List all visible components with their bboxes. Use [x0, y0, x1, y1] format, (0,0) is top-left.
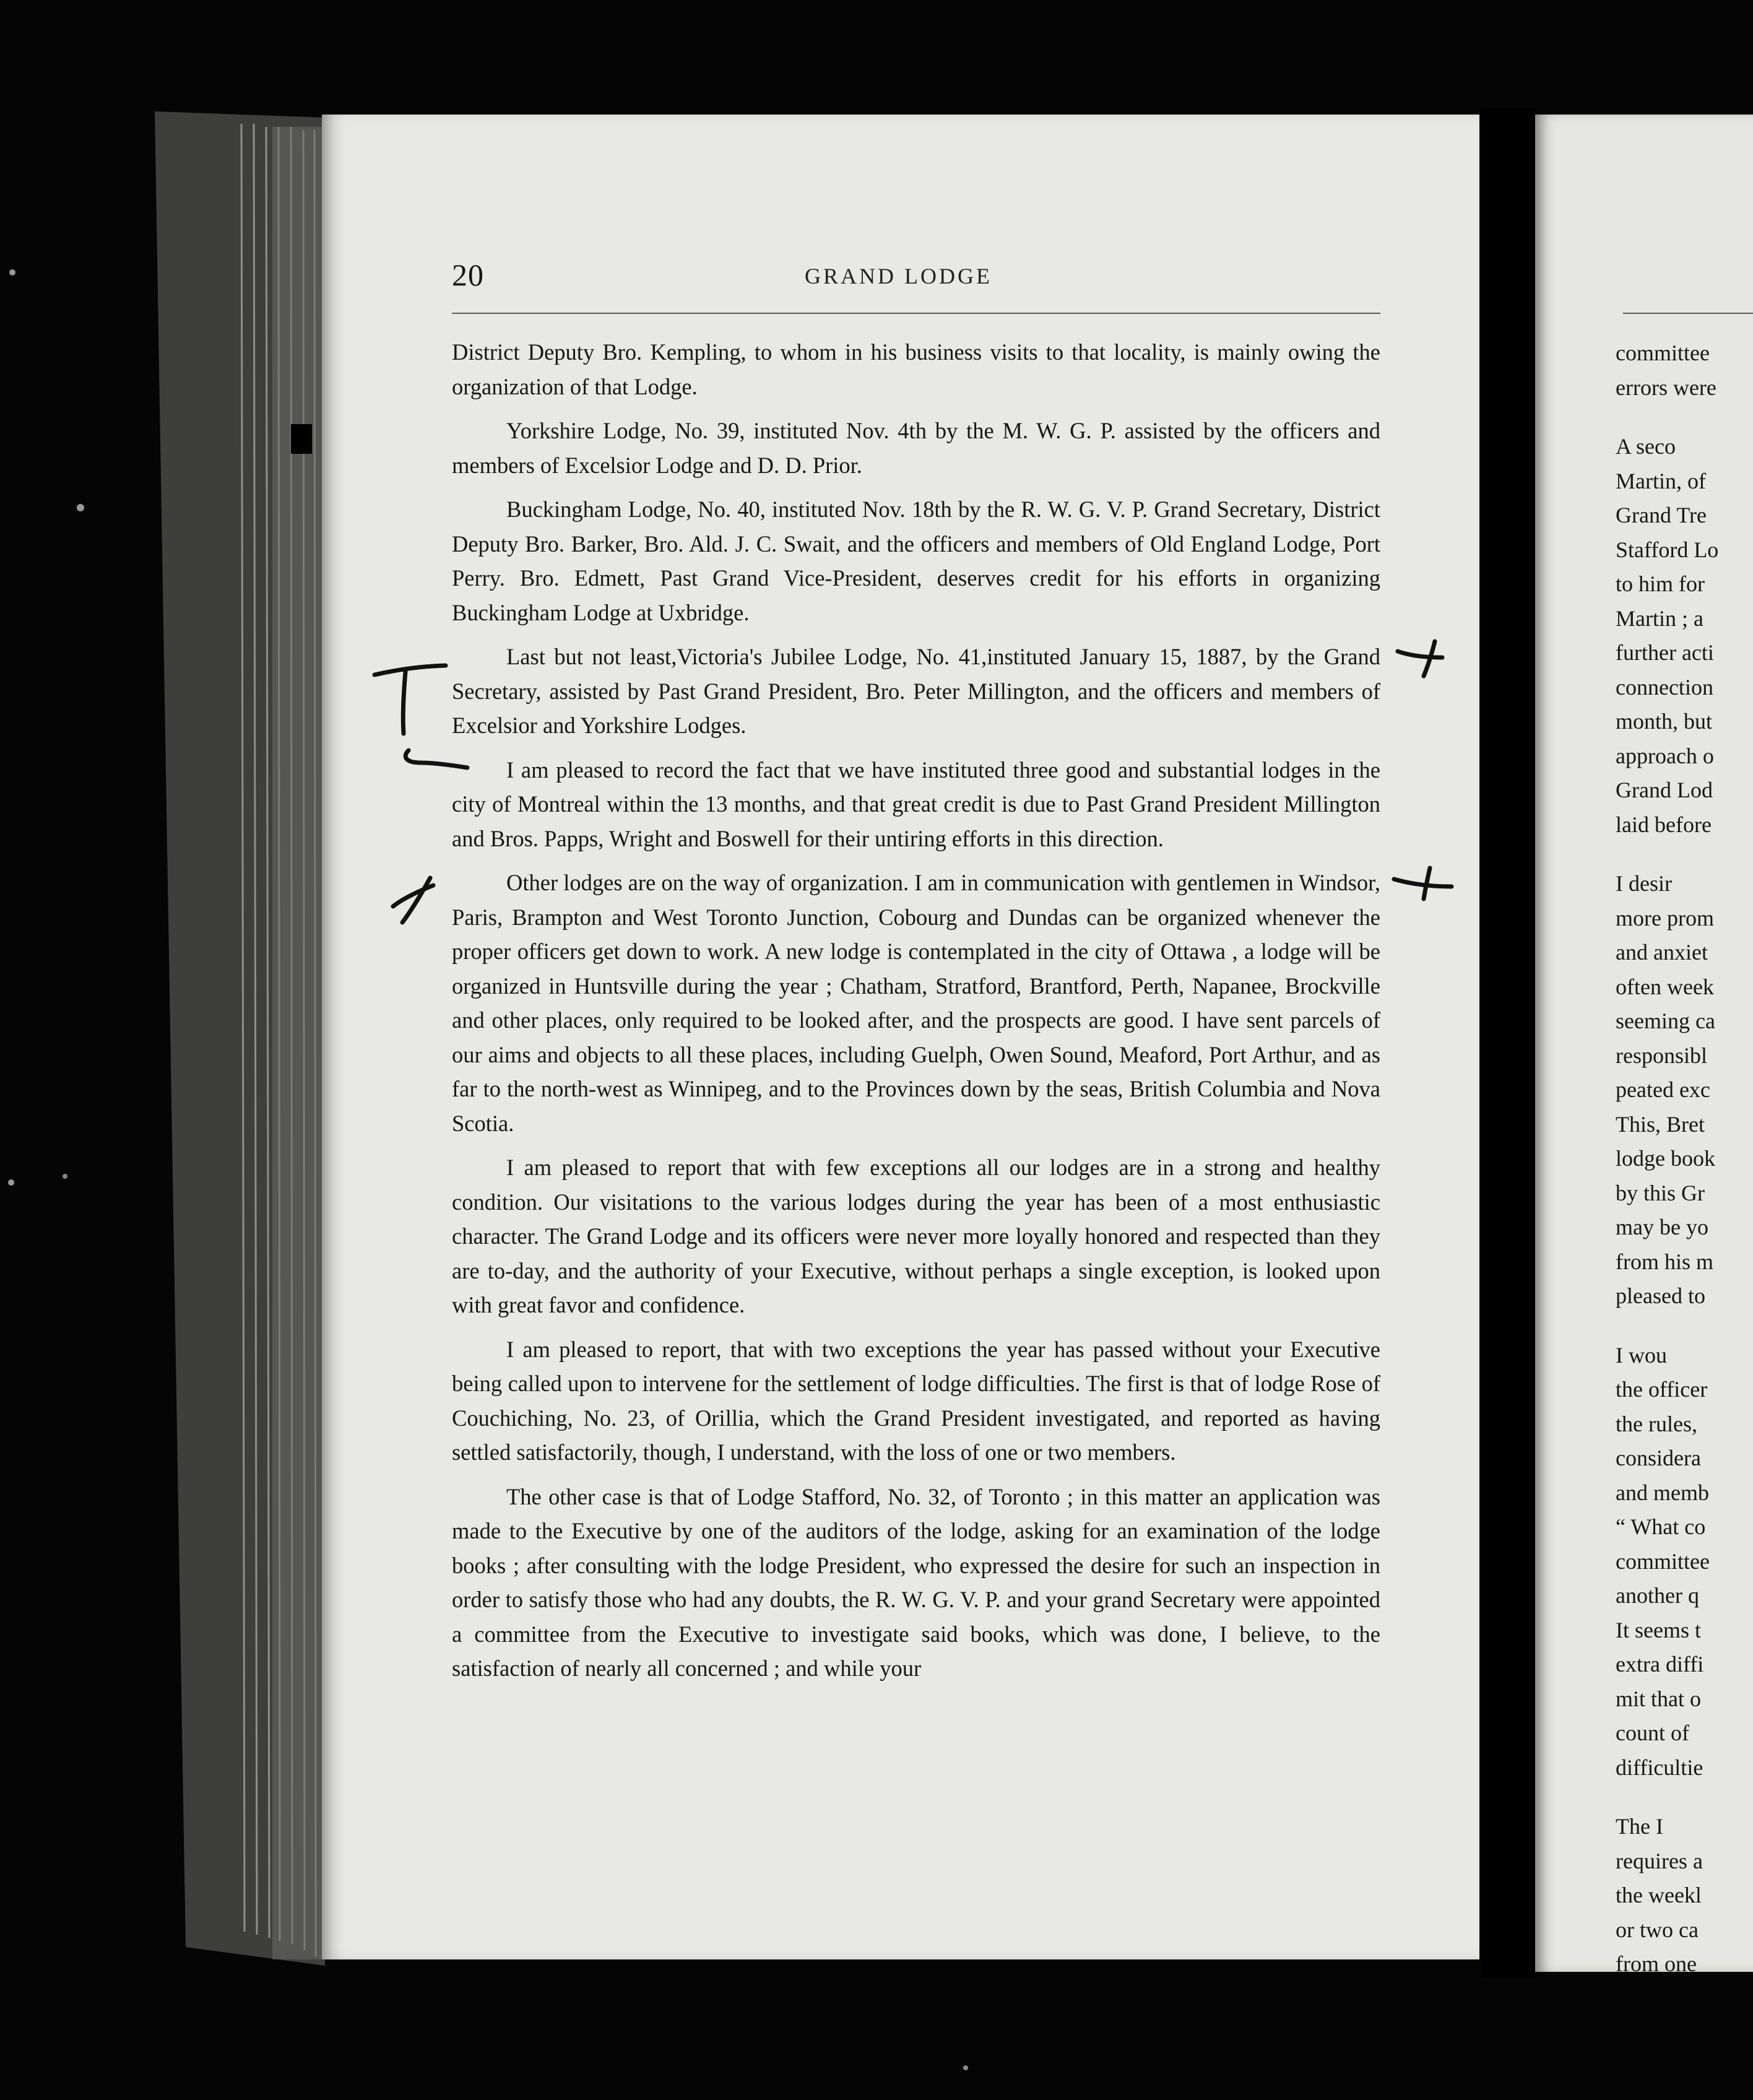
right-page-line: the weekl: [1616, 1883, 1702, 1907]
right-header-rule: [1623, 313, 1753, 314]
right-page-line: or two ca: [1616, 1917, 1699, 1942]
right-page-line: often week: [1616, 974, 1714, 999]
left-page: [322, 115, 1479, 1959]
right-page-line: The I: [1616, 1814, 1663, 1839]
right-page-line: peated exc: [1616, 1077, 1710, 1102]
right-page-line: It seems t: [1616, 1617, 1701, 1642]
paragraph: I am pleased to report, that with two exceptions the year has passed without your Executive being called upon to intervene for the settlement of lodge difficulties. The first is that of lodge Rose of Couchiching, No. 23, of Orillia, which the Grand President investigated, and reported as having settled satisfactorily, though, I understand, with the loss of one or two members.: [452, 1336, 1380, 1465]
right-page-line: by this Gr: [1616, 1180, 1705, 1205]
right-page-line: laid before: [1616, 812, 1712, 837]
paragraph: District Deputy Bro. Kempling, to whom in his business visits to that locality, is mainly owing the organization of that Lodge.: [452, 339, 1380, 399]
paragraph: Last but not least,Victoria's Jubilee Lodge, No. 41,instituted January 15, 1887, by the Grand Secretary, assisted by Past Grand President, Bro. Peter Millington, and the officers and members of Excelsior and Yorkshire Lodges.: [452, 644, 1380, 738]
body-text: [452, 335, 1380, 1696]
right-page-line: A seco: [1616, 434, 1676, 459]
right-page-text: [1616, 336, 1753, 1972]
right-page-line: count of: [1616, 1720, 1689, 1745]
right-page-line: more prom: [1616, 905, 1714, 931]
right-page-line: Stafford Lo: [1616, 537, 1719, 562]
paragraph: Buckingham Lodge, No. 40, instituted Nov. 18th by the R. W. G. V. P. Grand Secretary, District Deputy Bro. Barker, Bro. Ald. J. C. Swait, and the officers and members of Old England Lodge, Port Perry. Bro. Edmett, Past Grand Vice-President, deserves credit for his efforts in organizing Buckingham Lodge at Uxbridge.: [452, 497, 1380, 625]
right-page-line: another q: [1616, 1583, 1699, 1608]
right-page-line: may be yo: [1616, 1215, 1708, 1239]
right-page-line: the officer: [1616, 1377, 1708, 1402]
right-page-line: This, Bret: [1616, 1111, 1705, 1137]
right-page-line: I desir: [1616, 871, 1672, 896]
right-page-line: seeming ca: [1616, 1009, 1715, 1033]
right-page-line: pleased to: [1616, 1283, 1705, 1308]
right-page-line: and memb: [1616, 1480, 1709, 1505]
right-page-line: to him for: [1616, 571, 1705, 596]
right-page-line: “ What co: [1616, 1514, 1706, 1539]
right-page-line: [1616, 405, 1753, 430]
right-page-line: requires a: [1616, 1848, 1703, 1873]
paragraph: Other lodges are on the way of organization. I am in communication with gentlemen in Windsor, Paris, Brampton and West Toronto Junction, Cobourg and Dundas can be organized whenever the proper officers get down to work. A new lodge is contemplated in the city of Ottawa , a lodge will be organized in Huntsville during the year ; Chatham, Stratford, Brantford, Perth, Napanee, Brockville and other places, only required to be looked after, and the prospects are good. I have sent parcels of our aims and objects to all these places, including Guelph, Owen Sound, Meaford, Port Arthur, and as far to the north-west as Winnipeg, and to the Provinces down by the seas, British Columbia and Nova Scotia.: [452, 870, 1380, 1136]
right-page-line: from one: [1616, 1951, 1697, 1972]
right-page-line: errors were: [1616, 375, 1716, 400]
paragraph: I am pleased to record the fact that we have instituted three good and substantial lodges in the city of Montreal within the 13 months, and that great credit is due to Past Grand President Millington and Bros. Papps, Wright and Boswell for their untiring efforts in this direction.: [452, 757, 1380, 851]
right-page-line: committee: [1616, 1548, 1710, 1574]
running-head: GRAND LODGE: [805, 264, 992, 289]
right-page-line: [1616, 1314, 1753, 1339]
right-page-line: considera: [1616, 1446, 1701, 1470]
right-page-line: the rules,: [1616, 1411, 1697, 1436]
paragraph: Yorkshire Lodge, No. 39, instituted Nov. 4th by the M. W. G. P. assisted by the officers and members of Excelsior Lodge and D. D. Prior.: [452, 418, 1380, 478]
paragraph: The other case is that of Lodge Stafford, No. 32, of Toronto ; in this matter an application was made to the Executive by one of the auditors of the lodge, asking for an examination of the lodge books ; after consulting with the lodge President, who expressed the desire for such an inspection in order to satisfy those who had any doubts, the R. W. G. V. P. and your grand Secretary were appointed a committee from the Executive to investigate said books, which was done, I believe, to the satisfaction of nearly all concerned ; and while your: [452, 1483, 1380, 1681]
page-header: [452, 257, 1380, 306]
right-page-line: Grand Lod: [1616, 778, 1713, 802]
right-page-line: lodge book: [1616, 1146, 1715, 1171]
right-page-line: difficultie: [1616, 1755, 1703, 1780]
header-rule: [452, 313, 1380, 314]
right-page-line: approach o: [1616, 743, 1714, 768]
right-page-line: Martin ; a: [1616, 605, 1703, 631]
right-page: [1535, 115, 1753, 1972]
right-page-line: and anxiet: [1616, 940, 1708, 965]
right-page-line: [1616, 1785, 1753, 1810]
right-page-line: Martin, of: [1616, 468, 1706, 493]
right-page-line: month, but: [1616, 709, 1713, 734]
right-page-line: responsibl: [1616, 1043, 1707, 1068]
right-page-line: [1616, 842, 1753, 867]
right-page-line: I wou: [1616, 1342, 1667, 1368]
right-page-line: further acti: [1616, 640, 1714, 665]
page-number: 20: [452, 258, 484, 292]
right-page-line: connection: [1616, 674, 1713, 700]
right-page-line: from his m: [1616, 1249, 1713, 1274]
paragraph: I am pleased to report that with few exceptions all our lodges are in a strong and healthy condition. Our visitations to the various lodges during the year has been of a most enthusiastic character. The Grand Lodge and its officers were never more loyally honored and respected than they are to-day, and the authority of your Executive, without perhaps a single exception, is looked upon with great favor and confidence.: [452, 1155, 1380, 1317]
right-page-line: Grand Tre: [1616, 503, 1707, 527]
right-page-line: committee: [1616, 341, 1710, 365]
right-page-line: mit that o: [1616, 1686, 1701, 1711]
right-page-line: extra diffi: [1616, 1652, 1704, 1677]
